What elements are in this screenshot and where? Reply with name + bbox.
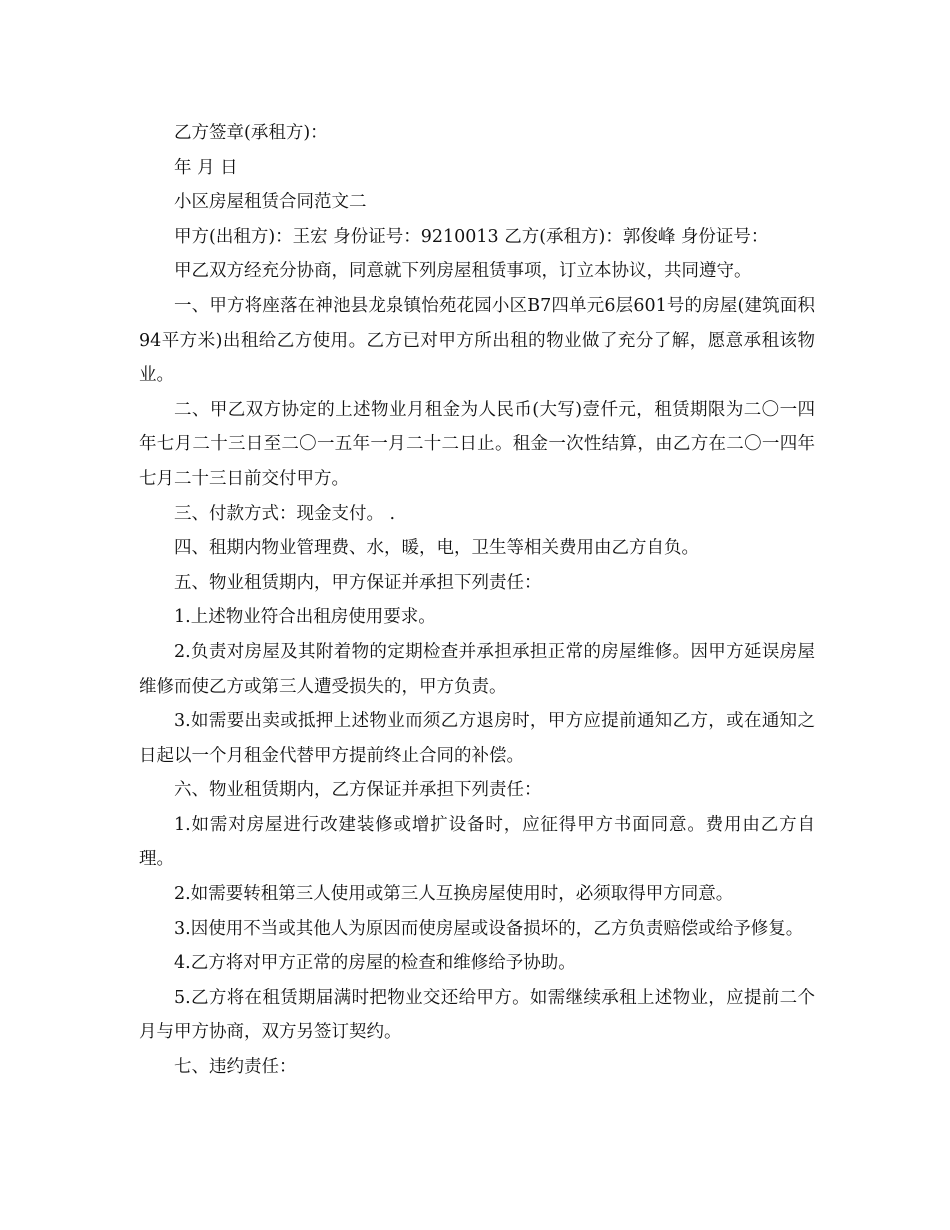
- clause-6-item-5: 5.乙方将在租赁期届满时把物业交还给甲方。如需继续承租上述物业，应提前二个月与甲方协商，双方另签订契约。: [139, 987, 815, 1043]
- clause-4: 四、租期内物业管理费、水，暖，电，卫生等相关费用由乙方自负。: [174, 538, 699, 559]
- date-line: 年 月 日: [174, 157, 238, 178]
- signature-line-party-b: 乙方签章(承租方)：: [174, 123, 328, 143]
- clause-6-item-1: 1.如需对房屋进行改建装修或增扩设备时，应征得甲方书面同意。费用由乙方自理。: [139, 814, 815, 870]
- clause-6-item-4: 4.乙方将对甲方正常的房屋的检查和维修给予协助。: [174, 953, 576, 974]
- parties-line: 甲方(出租方)：王宏 身份证号：9210013 乙方(承租方)：郭俊峰 身份证号：: [174, 226, 769, 247]
- clause-5-item-3: 3.如需要出卖或抵押上述物业而须乙方退房时，甲方应提前通知乙方，或在通知之日起以一个月租金代替甲方提前终止合同的补偿。: [139, 711, 815, 766]
- clause-5-heading: 五、物业租赁期内，甲方保证并承担下列责任：: [174, 572, 542, 593]
- clause-6-item-3: 3.因使用不当或其他人为原因而使房屋或设备损坏的，乙方负责赔偿或给予修复。: [174, 918, 804, 939]
- clause-7-heading: 七、违约责任：: [174, 1057, 297, 1078]
- contract-title: 小区房屋租赁合同范文二: [174, 192, 367, 213]
- clause-6-heading: 六、物业租赁期内，乙方保证并承担下列责任：: [174, 780, 542, 801]
- clause-2: 二、甲乙双方协定的上述物业月租金为人民币(大写)壹仟元，租赁期限为二〇一四年七月二十三日至二〇一五年一月二十二日止。租金一次性结算，由乙方在二〇一四年七月二十三日前交付甲方。: [139, 399, 815, 489]
- clause-1: 一、甲方将座落在神池县龙泉镇怡苑花园小区B7四单元6层601号的房屋(建筑面积 94平方米)出租给乙方使用。乙方已对甲方所出租的物业做了充分了解，愿意承租该物业。: [139, 295, 815, 386]
- document-body: [139, 116, 815, 1085]
- clause-5-item-2: 2.负责对房屋及其附着物的定期检查并承担承担正常的房屋维修。因甲方延误房屋维修而使乙方或第三人遭受损失的，甲方负责。: [139, 641, 815, 697]
- clause-3: 三、付款方式：现金支付。 .: [174, 503, 396, 524]
- agreement-intro: 甲乙双方经充分协商，同意就下列房屋租赁事项，订立本协议，共同遵守。: [174, 261, 752, 282]
- clause-6-item-2: 2.如需要转租第三人使用或第三人互换房屋使用时，必须取得甲方同意。: [174, 884, 734, 905]
- clause-5-item-1: 1.上述物业符合出租房使用要求。: [174, 607, 436, 628]
